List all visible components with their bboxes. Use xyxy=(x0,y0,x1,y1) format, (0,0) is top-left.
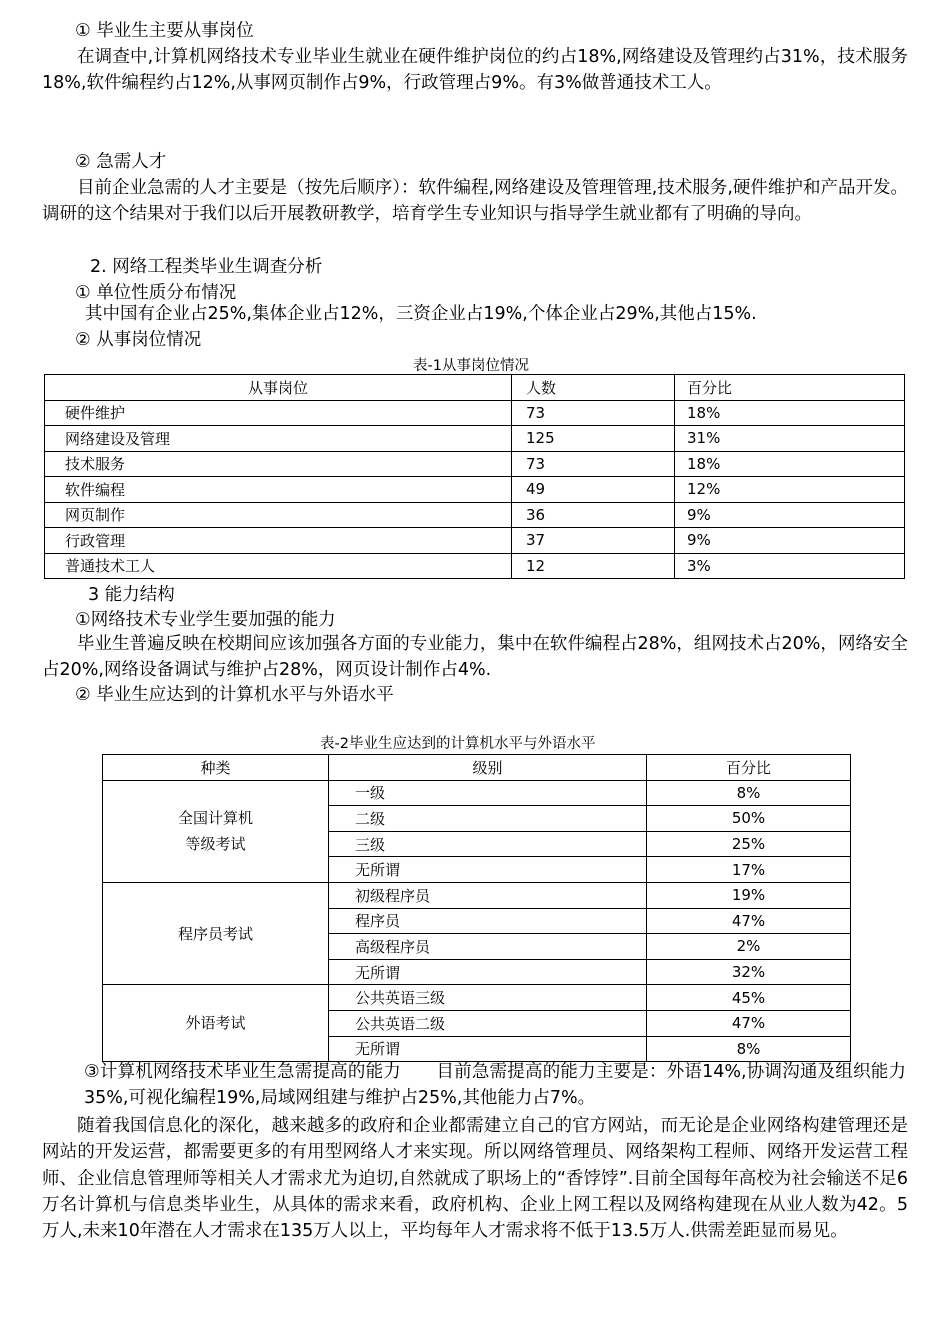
table-row xyxy=(45,528,905,554)
cell-count: 49 xyxy=(512,477,675,503)
category-name-line1: 全国计算机 xyxy=(177,809,253,828)
table-header-row xyxy=(45,375,905,401)
cell-percent: 12% xyxy=(675,477,905,503)
cell-percent: 8% xyxy=(647,1036,851,1062)
paragraph-urgent-abilities xyxy=(84,1059,906,1112)
cell-percent: 8% xyxy=(647,780,851,806)
table-row xyxy=(45,426,905,452)
heading-position-situation: ② 从事岗位情况 xyxy=(75,330,202,350)
cell-level: 公共英语二级 xyxy=(329,1010,647,1036)
table-positions xyxy=(44,374,905,579)
table-row xyxy=(103,780,851,806)
table2-caption: 表-2毕业生应达到的计算机水平与外语水平 xyxy=(320,736,596,752)
heading-network-survey: 2. 网络工程类毕业生调查分析 xyxy=(90,257,323,277)
cell-level: 初级程序员 xyxy=(329,882,647,908)
header-position: 从事岗位 xyxy=(45,375,512,401)
table-levels xyxy=(102,754,851,1062)
cell-percent: 2% xyxy=(647,934,851,960)
cell-position: 网络建设及管理 xyxy=(45,426,512,452)
paragraph-unit-distribution: 其中国有企业占25%,集体企业占12%，三资企业占19%,个体企业占29%,其他占15%. xyxy=(85,304,757,324)
cell-level: 无所谓 xyxy=(329,1036,647,1062)
paragraph-positions: 在调查中,计算机网络技术专业毕业生就业在硬件维护岗位的约占18%,网络建设及管理约占31%，技术服务18%,软件编程约占12%,从事网页制作占9%，行政管理占9%。有3%做普通技术工人。 xyxy=(42,47,908,94)
paragraph-informatization: 随着我国信息化的深化，越来越多的政府和企业都需建立自己的官方网站，而无论是企业网络构建管理还是网站的开发运营，都需要更多的有用型网络人才来实现。所以网络管理员、网络架构工程师、网络开发运营工程师、企业信息管理师等相关人才需求尤为迫切,自然就成了职场上的“香饽饽”.目前全国每年高校为社会输送不足6万名计算机与信息类毕业生，从具体的需求来看，政府机构、企业上网工程以及网络构建现在从业人数为42。5万人,未来10年潜在人才需求在135万人以上，平均每年人才需求将不低于13.5万人.供需差距显而易见。 xyxy=(42,1116,908,1242)
cell-count: 73 xyxy=(512,400,675,426)
cell-position: 行政管理 xyxy=(45,528,512,554)
cell-category xyxy=(103,882,329,984)
cell-level: 一级 xyxy=(329,780,647,806)
cell-position: 普通技术工人 xyxy=(45,553,512,579)
paragraph-urgent-abilities-text: ③计算机网络技术毕业生急需提高的能力 目前急需提高的能力主要是：外语14%,协调沟通及组织能力35%,可视化编程19%,局域网组建与维护占25%,其他能力占7%。 xyxy=(84,1062,906,1109)
category-name-line1: 外语考试 xyxy=(185,1014,246,1033)
cell-percent: 9% xyxy=(675,502,905,528)
table-header-row xyxy=(103,755,851,781)
category-name-line2: 等级考试 xyxy=(185,835,246,854)
header-percent: 百分比 xyxy=(675,375,905,401)
table-row xyxy=(45,553,905,579)
cell-level: 三级 xyxy=(329,831,647,857)
cell-level: 公共英语三级 xyxy=(329,985,647,1011)
table-row xyxy=(45,502,905,528)
cell-percent: 50% xyxy=(647,806,851,832)
cell-level: 二级 xyxy=(329,806,647,832)
heading-main-positions: ① 毕业生主要从事岗位 xyxy=(75,21,254,41)
cell-percent: 18% xyxy=(675,451,905,477)
table-row xyxy=(45,451,905,477)
table-row xyxy=(45,477,905,503)
table-row xyxy=(103,985,851,1011)
paragraph-urgent-talent: 目前企业急需的人才主要是（按先后顺序）：软件编程,网络建设及管理管理,技术服务,硬件维护和产品开发。调研的这个结果对于我们以后开展教研教学，培育学生专业知识与指导学生就业都有了明确的导向。 xyxy=(42,178,908,225)
cell-count: 73 xyxy=(512,451,675,477)
table-row xyxy=(45,400,905,426)
cell-category xyxy=(103,780,329,882)
header-percent: 百分比 xyxy=(647,755,851,781)
heading-unit-distribution: ① 单位性质分布情况 xyxy=(75,283,237,303)
cell-position: 网页制作 xyxy=(45,502,512,528)
cell-percent: 17% xyxy=(647,857,851,883)
cell-percent: 18% xyxy=(675,400,905,426)
cell-percent: 45% xyxy=(647,985,851,1011)
header-level: 级别 xyxy=(329,755,647,781)
cell-percent: 32% xyxy=(647,959,851,985)
header-count: 人数 xyxy=(512,375,675,401)
cell-percent: 31% xyxy=(675,426,905,452)
cell-position: 软件编程 xyxy=(45,477,512,503)
cell-level: 高级程序员 xyxy=(329,934,647,960)
cell-count: 125 xyxy=(512,426,675,452)
cell-level: 无所谓 xyxy=(329,857,647,883)
heading-abilities-to-strengthen: ①网络技术专业学生要加强的能力 xyxy=(75,610,336,630)
heading-computer-language-level: ② 毕业生应达到的计算机水平与外语水平 xyxy=(75,685,394,705)
cell-percent: 25% xyxy=(647,831,851,857)
cell-level: 无所谓 xyxy=(329,959,647,985)
cell-percent: 19% xyxy=(647,882,851,908)
cell-percent: 9% xyxy=(675,528,905,554)
cell-percent: 47% xyxy=(647,908,851,934)
table-row xyxy=(103,882,851,908)
cell-percent: 47% xyxy=(647,1010,851,1036)
cell-count: 37 xyxy=(512,528,675,554)
cell-position: 技术服务 xyxy=(45,451,512,477)
heading-urgent-talent: ② 急需人才 xyxy=(75,152,167,172)
category-name-line1: 程序员考试 xyxy=(177,924,253,943)
heading-ability-structure: 3 能力结构 xyxy=(88,585,175,605)
cell-count: 36 xyxy=(512,502,675,528)
cell-count: 12 xyxy=(512,553,675,579)
cell-percent: 3% xyxy=(675,553,905,579)
cell-category xyxy=(103,985,329,1062)
cell-position: 硬件维护 xyxy=(45,400,512,426)
paragraph-abilities: 毕业生普遍反映在校期间应该加强各方面的专业能力，集中在软件编程占28%，组网技术占20%，网络安全占20%,网络设备调试与维护占28%，网页设计制作占4%. xyxy=(42,634,908,681)
table1-caption: 表-1从事岗位情况 xyxy=(413,358,529,374)
cell-level: 程序员 xyxy=(329,908,647,934)
header-category: 种类 xyxy=(103,755,329,781)
